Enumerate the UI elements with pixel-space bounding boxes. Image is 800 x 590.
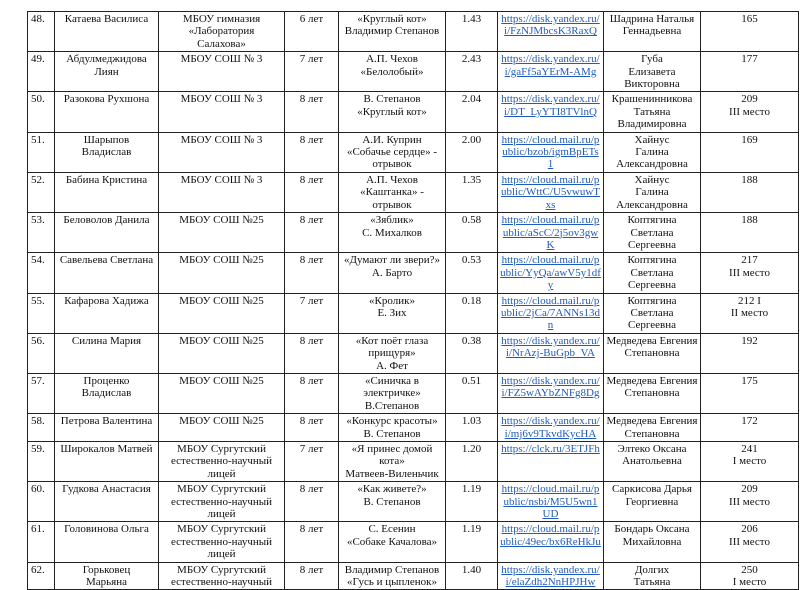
num-text: 57. <box>31 374 45 387</box>
teacher-text: Коптягина Светлана Сергеевна <box>627 254 677 292</box>
work-text: «Зяблик» С. Михалков <box>362 214 422 239</box>
age-cell <box>285 482 339 522</box>
teacher-text: Бондарь Оксана Михайловна <box>614 523 690 548</box>
num-text: 61. <box>31 523 45 536</box>
age-cell <box>285 442 339 482</box>
name-text: Беловолов Данила <box>63 214 150 227</box>
table-row <box>28 333 799 373</box>
num-cell <box>28 373 55 413</box>
name-cell <box>55 92 159 132</box>
video-link[interactable]: https://disk.yandex.ru/i/mj6v9TkvdKycHA <box>501 415 600 440</box>
name-text: Горьковец Марьяна <box>82 563 131 589</box>
teacher-text: Медведева Евгения Степановна <box>606 374 698 400</box>
school-cell <box>159 442 285 482</box>
work-cell <box>339 52 446 92</box>
teacher-text: Крашенинникова Татьяна Владимировна <box>611 93 693 131</box>
school-cell <box>159 253 285 293</box>
time-text: 1.35 <box>461 173 482 186</box>
school-cell <box>159 92 285 132</box>
teacher-text: Саркисова Дарья Георгиевна <box>612 483 692 508</box>
name-text: Проценко Владислав <box>81 374 132 400</box>
teacher-text: Шадрина Наталья Геннадьевна <box>609 13 695 38</box>
video-link[interactable]: https://cloud.mail.ru/public/49ec/bx6ReHkJu <box>500 523 601 548</box>
teacher-text: Элтеко Оксана Анатольевна <box>617 443 687 468</box>
time-cell <box>446 442 498 482</box>
table-row <box>28 414 799 442</box>
num-cell <box>28 92 55 132</box>
score-cell <box>701 293 799 333</box>
school-text: МБОУ СОШ № 3 <box>180 173 263 186</box>
score-text: 177 <box>741 53 758 66</box>
school-text: МБОУ СОШ №25 <box>179 214 264 227</box>
age-text: 8 лет <box>299 415 324 428</box>
school-text: МБОУ Сургутский естественно-научный <box>170 563 273 589</box>
time-text: 0.53 <box>461 254 482 267</box>
table-row <box>28 373 799 413</box>
age-text: 7 лет <box>299 443 324 455</box>
teacher-cell <box>604 522 701 562</box>
school-cell <box>159 333 285 373</box>
time-cell <box>446 522 498 562</box>
age-text: 8 лет <box>299 173 324 186</box>
work-text: А.П. Чехов «Каштанка» - отрывок <box>360 173 424 211</box>
school-text: МБОУ СОШ №25 <box>179 334 264 347</box>
num-text: 52. <box>31 173 45 186</box>
num-cell <box>28 132 55 172</box>
teacher-cell <box>604 213 701 253</box>
score-text: 212 I II место <box>730 294 769 319</box>
time-text: 2.00 <box>461 133 482 146</box>
link-cell <box>498 132 604 172</box>
teacher-cell <box>604 482 701 522</box>
num-text: 53. <box>31 214 45 227</box>
name-cell <box>55 414 159 442</box>
score-cell <box>701 132 799 172</box>
age-cell <box>285 373 339 413</box>
name-cell <box>55 373 159 413</box>
num-cell <box>28 293 55 333</box>
score-cell <box>701 482 799 522</box>
link-cell <box>498 562 604 590</box>
num-text: 59. <box>31 443 45 455</box>
video-link[interactable]: https://disk.yandex.ru/i/FzNJMbcsK3RaxQ <box>501 13 600 38</box>
work-text: «Кролик» Е. Зих <box>369 294 415 319</box>
table-row <box>28 12 799 52</box>
work-text: «Как живете?» В. Степанов <box>357 483 427 508</box>
age-cell <box>285 414 339 442</box>
score-text: 169 <box>741 133 758 146</box>
teacher-text: Медведева Евгения Степановна <box>606 334 698 360</box>
score-text: 165 <box>741 13 758 25</box>
time-text: 1.19 <box>461 483 482 496</box>
score-text: 175 <box>741 374 758 387</box>
school-text: МБОУ СОШ №25 <box>179 294 264 307</box>
table-row <box>28 172 799 212</box>
teacher-cell <box>604 12 701 52</box>
work-text: «Конкурс красоты» В. Степанов <box>346 415 438 440</box>
link-cell <box>498 12 604 52</box>
table-row <box>28 293 799 333</box>
teacher-cell <box>604 562 701 590</box>
school-cell <box>159 414 285 442</box>
age-text: 8 лет <box>299 254 324 267</box>
num-cell <box>28 213 55 253</box>
time-text: 1.43 <box>461 13 482 25</box>
work-text: А.И. Куприн «Собачье сердце» - отрывок <box>346 133 438 171</box>
video-link[interactable]: https://disk.yandex.ru/i/NrAzj-BuGpb_VA <box>501 334 600 360</box>
score-text: 172 <box>741 415 758 428</box>
age-cell <box>285 562 339 590</box>
num-text: 55. <box>31 294 45 307</box>
table-row <box>28 522 799 562</box>
teacher-cell <box>604 373 701 413</box>
school-text: МБОУ СОШ № 3 <box>180 93 263 106</box>
score-cell <box>701 172 799 212</box>
work-cell <box>339 12 446 52</box>
school-cell <box>159 293 285 333</box>
link-cell <box>498 414 604 442</box>
num-text: 49. <box>31 53 45 66</box>
age-text: 8 лет <box>299 523 324 536</box>
work-cell <box>339 522 446 562</box>
link-cell <box>498 293 604 333</box>
num-text: 58. <box>31 415 45 428</box>
time-cell <box>446 52 498 92</box>
score-cell <box>701 562 799 590</box>
score-cell <box>701 92 799 132</box>
name-cell <box>55 293 159 333</box>
num-cell <box>28 253 55 293</box>
school-text: МБОУ Сургутский естественно-научный лицей <box>170 483 273 521</box>
work-text: «Круглый кот» Владимир Степанов <box>344 13 440 38</box>
num-cell <box>28 414 55 442</box>
link-cell <box>498 92 604 132</box>
work-text: «Думают ли звери?» А. Барто <box>343 254 440 279</box>
age-text: 8 лет <box>299 133 324 146</box>
work-text: «Я принес домой кота» Матвеев-Виленьчик <box>345 443 439 480</box>
time-text: 2.43 <box>461 53 482 66</box>
table-row <box>28 482 799 522</box>
video-link[interactable]: https://cloud.mail.ru/public/bzob/igmBpETs1 <box>501 133 600 171</box>
age-text: 8 лет <box>299 334 324 347</box>
age-cell <box>285 52 339 92</box>
score-cell <box>701 414 799 442</box>
work-cell <box>339 132 446 172</box>
teacher-text: Хайнус Галина Александровна <box>616 173 688 211</box>
score-cell <box>701 522 799 562</box>
name-cell <box>55 132 159 172</box>
score-cell <box>701 52 799 92</box>
video-link[interactable]: https://cloud.mail.ru/public/YyQa/awV5y1dfy <box>500 254 601 292</box>
video-link[interactable]: https://cloud.mail.ru/public/nsbi/M5U5wn1UD <box>501 483 600 521</box>
name-cell <box>55 172 159 212</box>
teacher-cell <box>604 414 701 442</box>
work-text: А.П. Чехов «Белолобый» <box>360 53 424 78</box>
work-text: Владимир Степанов «Гусь и цыпленок» <box>344 563 440 589</box>
teacher-text: Коптягина Светлана Сергеевна <box>627 214 677 251</box>
time-text: 0.51 <box>461 374 482 387</box>
time-text: 0.18 <box>461 294 482 307</box>
age-text: 7 лет <box>299 294 324 307</box>
num-text: 56. <box>31 334 45 347</box>
work-cell <box>339 293 446 333</box>
age-text: 8 лет <box>299 93 324 106</box>
work-cell <box>339 442 446 482</box>
time-text: 2.04 <box>461 93 482 106</box>
school-text: МБОУ СОШ № 3 <box>180 133 263 146</box>
age-cell <box>285 12 339 52</box>
age-cell <box>285 132 339 172</box>
video-link[interactable]: https://cloud.mail.ru/public/aScC/2j5ov3gwK <box>501 214 600 251</box>
work-cell <box>339 373 446 413</box>
age-cell <box>285 522 339 562</box>
link-cell <box>498 253 604 293</box>
teacher-cell <box>604 52 701 92</box>
time-cell <box>446 213 498 253</box>
teacher-cell <box>604 172 701 212</box>
link-cell <box>498 52 604 92</box>
school-text: МБОУ Сургутский естественно-научный лицей <box>170 523 273 561</box>
link-cell <box>498 522 604 562</box>
link-cell <box>498 172 604 212</box>
school-cell <box>159 172 285 212</box>
age-cell <box>285 213 339 253</box>
work-cell <box>339 562 446 590</box>
school-text: МБОУ СОШ №25 <box>179 415 264 428</box>
num-cell <box>28 333 55 373</box>
table-row <box>28 442 799 482</box>
school-cell <box>159 213 285 253</box>
school-text: МБОУ СОШ №25 <box>179 374 264 387</box>
teacher-cell <box>604 293 701 333</box>
work-cell <box>339 482 446 522</box>
name-cell <box>55 522 159 562</box>
school-cell <box>159 132 285 172</box>
school-cell <box>159 562 285 590</box>
age-text: 6 лет <box>299 13 324 25</box>
table-row <box>28 92 799 132</box>
score-text: 217 III место <box>729 254 770 279</box>
name-cell <box>55 213 159 253</box>
teacher-text: Долгих Татьяна <box>633 563 671 589</box>
name-text: Разокова Рухшона <box>63 93 150 106</box>
teacher-cell <box>604 442 701 482</box>
age-cell <box>285 172 339 212</box>
age-text: 8 лет <box>299 563 324 576</box>
table-row <box>28 213 799 253</box>
school-text: МБОУ СОШ № 3 <box>180 53 263 66</box>
work-text: «Кот поёт глаза прищуря» А. Фет <box>355 334 429 372</box>
name-cell <box>55 442 159 482</box>
participants-table <box>27 11 799 590</box>
table-row <box>28 132 799 172</box>
age-cell <box>285 293 339 333</box>
time-cell <box>446 373 498 413</box>
score-text: 241 I место <box>732 443 767 468</box>
work-cell <box>339 253 446 293</box>
score-cell <box>701 442 799 482</box>
num-text: 60. <box>31 483 45 496</box>
time-cell <box>446 132 498 172</box>
name-text: Бабина Кристина <box>65 173 148 186</box>
age-cell <box>285 92 339 132</box>
score-text: 209 III место <box>729 93 770 118</box>
name-cell <box>55 253 159 293</box>
time-text: 1.20 <box>461 443 482 455</box>
link-cell <box>498 373 604 413</box>
video-link[interactable]: https://disk.yandex.ru/i/gaFf5aYErM-AMg <box>501 53 600 78</box>
name-text: Широкалов Матвей <box>60 443 153 455</box>
school-cell <box>159 373 285 413</box>
score-cell <box>701 253 799 293</box>
score-text: 188 <box>741 214 758 227</box>
link-cell <box>498 442 604 482</box>
time-text: 1.40 <box>461 563 482 576</box>
time-text: 1.03 <box>461 415 482 428</box>
work-cell <box>339 213 446 253</box>
score-text: 250 I место <box>732 563 767 589</box>
name-cell <box>55 52 159 92</box>
video-link[interactable]: https://disk.yandex.ru/i/FZ5wAYbZNFg8Dg <box>501 374 600 400</box>
name-text: Абдулмеджидова Лиян <box>66 53 147 78</box>
video-link[interactable]: https://cloud.mail.ru/public/WttC/U5vwuwTxs <box>501 173 600 211</box>
school-cell <box>159 12 285 52</box>
teacher-cell <box>604 253 701 293</box>
score-text: 209 III место <box>729 483 770 508</box>
video-link[interactable]: https://clck.ru/3ETJFh <box>501 443 600 455</box>
video-link[interactable]: https://disk.yandex.ru/i/DT_LyYTI8TVlnQ <box>501 93 600 118</box>
age-text: 8 лет <box>299 214 324 227</box>
teacher-cell <box>604 132 701 172</box>
name-text: Силина Мария <box>71 334 142 347</box>
time-cell <box>446 12 498 52</box>
time-text: 0.58 <box>461 214 482 227</box>
table-row <box>28 253 799 293</box>
school-text: МБОУ Сургутский естественно-научный лицей <box>170 443 273 480</box>
teacher-cell <box>604 333 701 373</box>
work-cell <box>339 172 446 212</box>
name-cell <box>55 482 159 522</box>
num-text: 54. <box>31 254 45 267</box>
score-cell <box>701 213 799 253</box>
name-text: Катаева Василиса <box>64 13 149 25</box>
work-cell <box>339 414 446 442</box>
name-cell <box>55 562 159 590</box>
age-cell <box>285 253 339 293</box>
num-text: 62. <box>31 563 45 576</box>
score-text: 188 <box>741 173 758 186</box>
num-text: 50. <box>31 93 45 106</box>
num-text: 51. <box>31 133 45 146</box>
name-text: Петрова Валентина <box>60 415 153 428</box>
link-cell <box>498 333 604 373</box>
name-text: Кафарова Хадижа <box>64 294 149 307</box>
video-link[interactable]: https://disk.yandex.ru/i/elaZdh2NnHPJHw <box>501 563 600 589</box>
school-cell <box>159 482 285 522</box>
score-cell <box>701 333 799 373</box>
time-cell <box>446 92 498 132</box>
time-cell <box>446 172 498 212</box>
name-text: Савельева Светлана <box>59 254 154 267</box>
num-cell <box>28 522 55 562</box>
name-text: Головинова Ольга <box>64 523 149 536</box>
num-cell <box>28 482 55 522</box>
score-text: 206 III место <box>729 523 770 548</box>
age-text: 8 лет <box>299 483 324 496</box>
num-cell <box>28 172 55 212</box>
name-cell <box>55 12 159 52</box>
time-cell <box>446 333 498 373</box>
work-text: В. Степанов «Круглый кот» <box>357 93 427 118</box>
time-cell <box>446 253 498 293</box>
num-cell <box>28 12 55 52</box>
school-cell <box>159 52 285 92</box>
school-cell <box>159 522 285 562</box>
num-text: 48. <box>31 13 45 25</box>
age-cell <box>285 333 339 373</box>
name-cell <box>55 333 159 373</box>
time-cell <box>446 414 498 442</box>
table-row <box>28 52 799 92</box>
teacher-text: Медведева Евгения Степановна <box>606 415 698 440</box>
time-cell <box>446 293 498 333</box>
name-text: Гудкова Анастасия <box>62 483 151 496</box>
time-cell <box>446 482 498 522</box>
video-link[interactable]: https://cloud.mail.ru/public/2jCa/7ANNs13dn <box>501 294 600 332</box>
name-text: Шарыпов Владислав <box>81 133 132 159</box>
work-cell <box>339 92 446 132</box>
num-cell <box>28 442 55 482</box>
school-text: МБОУ СОШ №25 <box>179 254 264 267</box>
time-text: 1.19 <box>461 523 482 536</box>
time-text: 0.38 <box>461 334 482 347</box>
score-text: 192 <box>741 334 758 347</box>
age-text: 7 лет <box>299 53 324 66</box>
teacher-text: Коптягина Светлана Сергеевна <box>627 294 677 332</box>
work-text: С. Есенин «Собаке Качалова» <box>346 523 438 548</box>
age-text: 8 лет <box>299 374 324 387</box>
num-cell <box>28 52 55 92</box>
teacher-text: Губа Елизавета Викторовна <box>624 53 680 91</box>
score-cell <box>701 12 799 52</box>
teacher-text: Хайнус Галина Александровна <box>616 133 688 171</box>
school-text: МБОУ гимназия «Лаборатория Салахова» <box>182 13 261 50</box>
link-cell <box>498 482 604 522</box>
teacher-cell <box>604 92 701 132</box>
time-cell <box>446 562 498 590</box>
num-cell <box>28 562 55 590</box>
work-text: «Синичка в электричке» В.Степанов <box>363 374 421 412</box>
table-row <box>28 562 799 590</box>
work-cell <box>339 333 446 373</box>
link-cell <box>498 213 604 253</box>
score-cell <box>701 373 799 413</box>
